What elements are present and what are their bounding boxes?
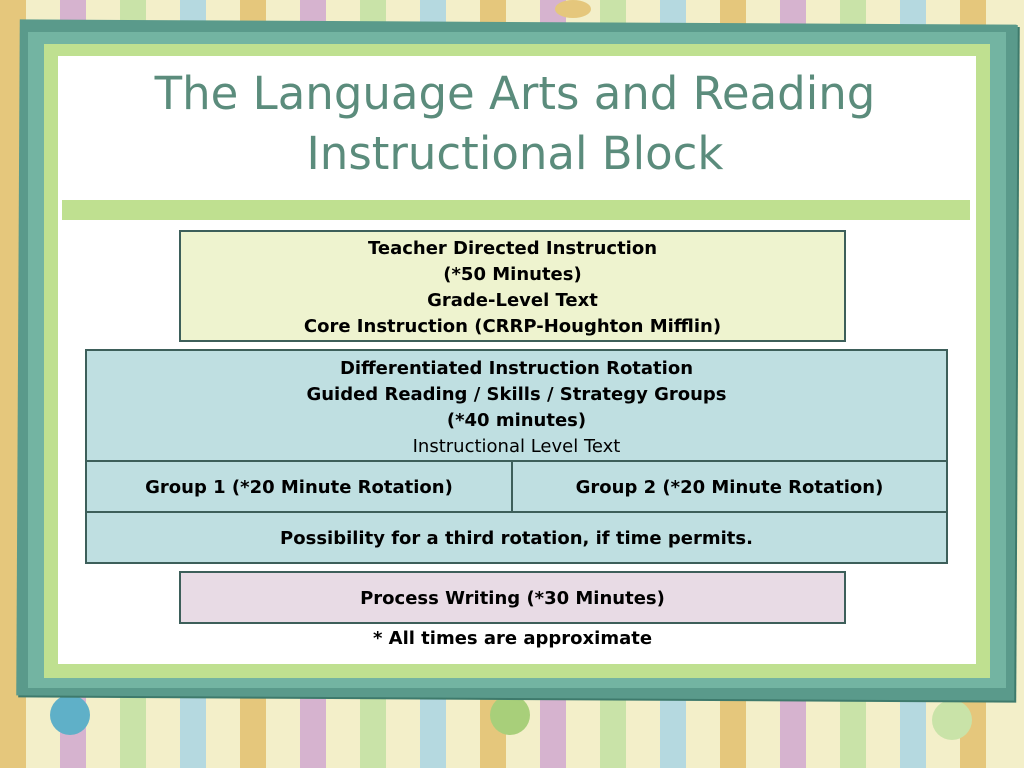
differentiated-text-level: Instructional Level Text: [412, 436, 621, 457]
process-writing-box: [179, 571, 846, 624]
footnote: * All times are approximate: [372, 628, 653, 649]
differentiated-instruction-box: [85, 349, 948, 462]
process-writing-label: Process Writing (*30 Minutes): [360, 588, 665, 609]
title-divider: [62, 200, 970, 220]
slide-title-line-2: Instructional Block: [306, 127, 724, 180]
teacher-directed-duration: (*50 Minutes): [443, 264, 582, 285]
third-rotation-label: Possibility for a third rotation, if time permits.: [280, 528, 753, 549]
group-1-box: [85, 460, 513, 513]
group-1-label: Group 1 (*20 Minute Rotation): [145, 477, 453, 498]
slide-title-line-1: The Language Arts and Reading: [154, 67, 876, 120]
teacher-directed-heading: Teacher Directed Instruction: [367, 238, 658, 259]
group-2-label: Group 2 (*20 Minute Rotation): [575, 477, 884, 498]
differentiated-duration: (*40 minutes): [446, 410, 587, 431]
teacher-directed-instruction-box: [179, 230, 846, 342]
teacher-directed-text-level: Grade-Level Text: [427, 290, 598, 311]
differentiated-groups: Guided Reading / Skills / Strategy Groups: [306, 384, 727, 405]
teacher-directed-core: Core Instruction (CRRP-Houghton Mifflin): [303, 316, 722, 337]
third-rotation-box: [85, 511, 948, 564]
slide-title: [62, 64, 968, 184]
group-2-box: [511, 460, 948, 513]
differentiated-heading: Differentiated Instruction Rotation: [339, 358, 694, 379]
